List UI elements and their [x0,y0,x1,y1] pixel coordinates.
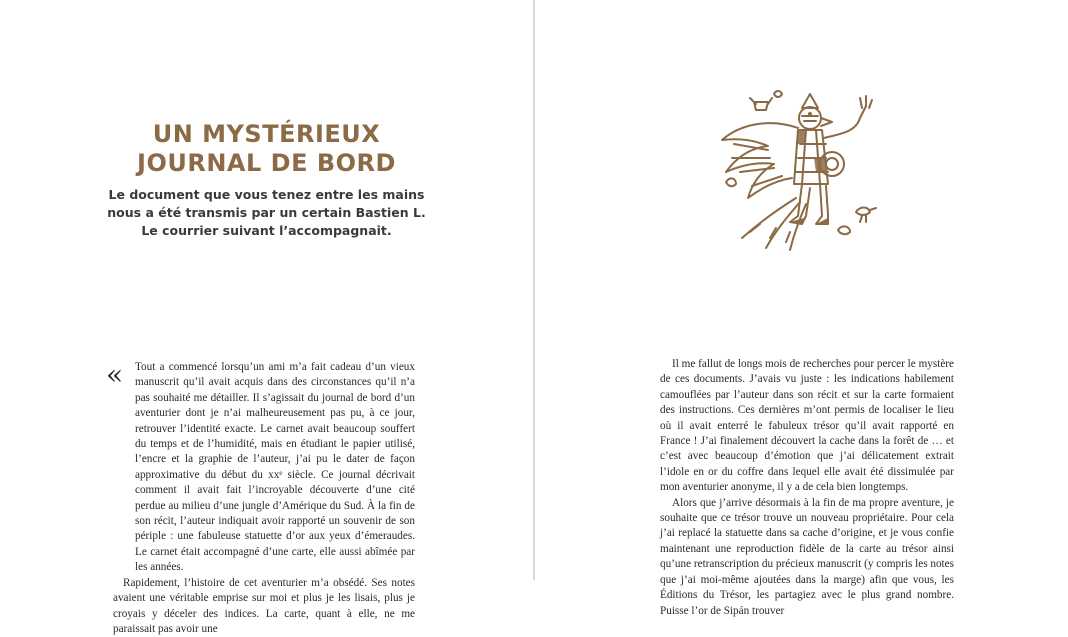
right-page [535,0,1068,617]
chapter-title [100,120,433,178]
letter-body-right [660,357,954,619]
winged-figure-illustration-icon [710,88,890,258]
subtitle-line-3: Le courrier suivant l’accompagnait. [141,223,392,238]
chapter-title-line-2: JOURNAL DE BORD [137,149,396,177]
opening-quote-mark: « [106,358,124,391]
chapter-subtitle [100,186,433,240]
letter-paragraph-2: Rapidement, l’histoire de cet aventurier m’a obsédé. Ses notes avaient une véritable emprise sur moi et plus je les lisais, plus je croyais y déceler des indices. La carte, quant à elle, ne me paraissait pas avoir une [113,576,415,635]
chapter-title-line-1: UN MYSTÉRIEUX [152,120,381,148]
subtitle-line-1: Le document que vous tenez entre les mains [108,187,425,202]
letter-paragraph-4: Alors que j’arrive désormais à la fin de ma propre aventure, je souhaite que ce trésor trouve un nouveau propriétaire. Pour cela j’ai replacé la statuette dans sa cache d’origine, et je vous confie maintenant une reproduction fidèle de la carte au trésor ainsi qu’une retranscription du précieux manuscrit (y compris les notes que j’ai moi-même ajoutées dans la marge) afin que vous, les Éditions du Trésor, les partagiez avec le plus grand nombre. Puisse l’or de Sipán trouver [660,496,954,617]
letter-paragraph-1: Tout a commencé lorsqu’un ami m’a fait cadeau d’un vieux manuscrit qu’il avait acquis dans des circonstances qu’il n’a pas souhaité me détailler. Il s’agissait du journal de bord d’un aventurier dont je n’ai malheureusement pas pu, à ce jour, retrouver l’identité exacte. Le carnet avait beaucoup souffert du temps et de l’humidité, mais en étudiant le papier utilisé, l’encre et la graphie de l’auteur, j’ai pu le dater de façon approximative du début du xxᵉ siècle. Ce journal décrivait comment il avait fait l’incroyable découverte d’une cité perdue au milieu d’une jungle d’Amérique du Sud. À la fin de son récit, l’auteur indiquait avoir rapporté un souvenir de son périple : une fabuleuse statuette d’or aux yeux d’émeraudes. Le carnet était accompagné d’une carte, elle aussi abîmée par les années. [135,361,415,574]
letter-paragraph-3: Il me fallut de longs mois de recherches pour percer le mystère de ces documents. J’avais vu juste : les indications habilement camouflées par l’auteur dans son récit et sur la carte formaient des instructions. Ces dernières m’ont permis de localiser le lieu où il avait enterré le fabuleux trésor qu’il avait rapporté en France ! J’ai finalement découvert la cache dans la forêt de … et c’est avec beaucoup d’émotion que j’ai délicatement extrait l’idole en or du coffre dans lequel elle avait été dissimulée par mon aventurier anonyme, il y a de cela bien longtemps. [660,358,954,494]
left-page [0,0,533,635]
subtitle-line-2: nous a été transmis par un certain Bastien L. [107,205,426,220]
letter-body-left [113,360,415,637]
